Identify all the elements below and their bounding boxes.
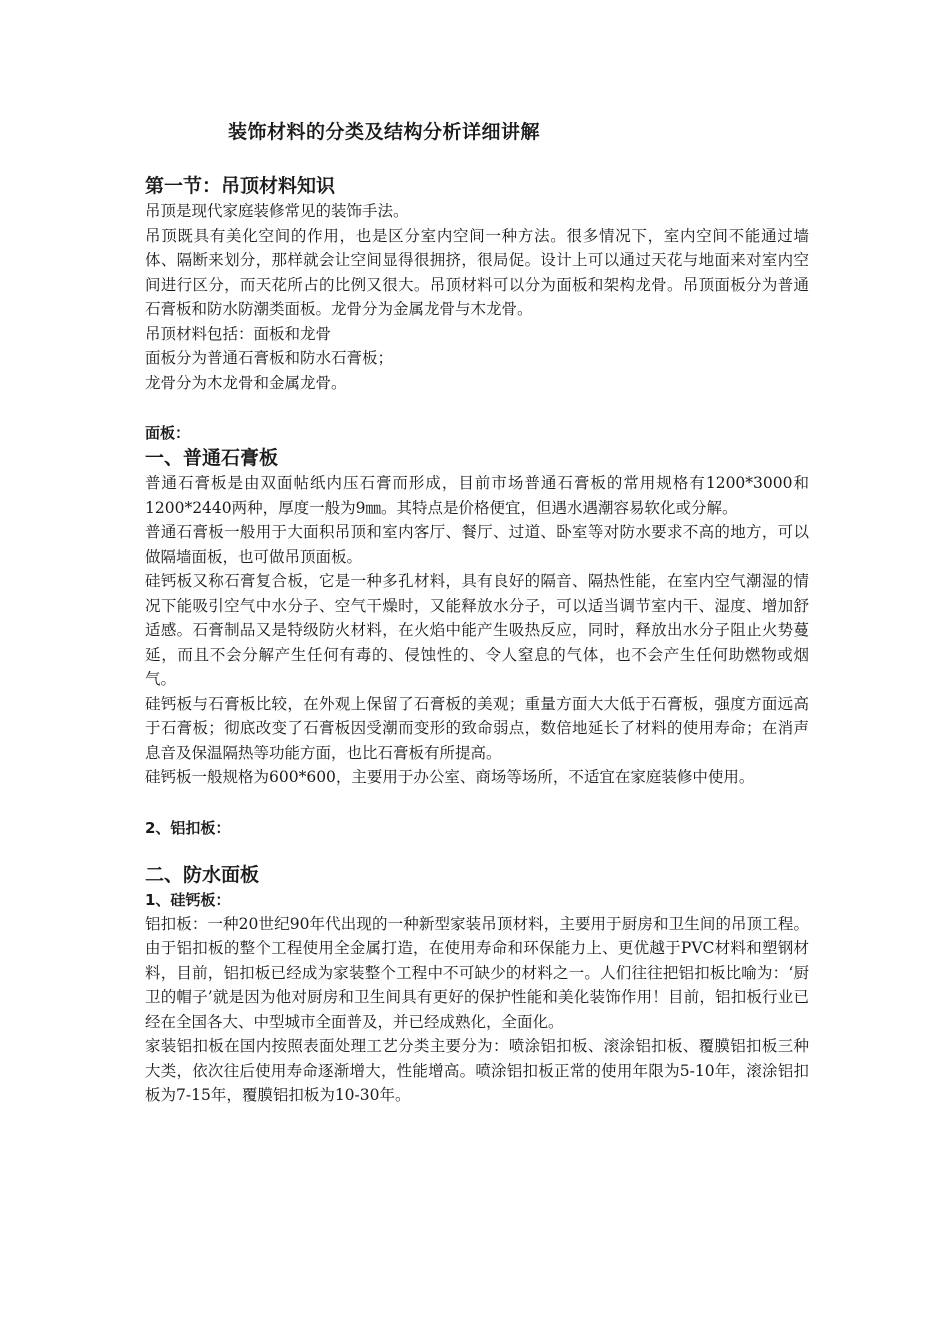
document-page [145,118,809,1108]
paragraph: 普通石膏板是由双面帖纸内压石膏而形成，目前市场普通石膏板的常用规格有1200*3000和1200*2440两种，厚度一般为9㎜。其特点是价格便宜，但遇水遇潮容易软化或分解。 [145,474,809,517]
section-heading-waterproof: 二、防水面板 [145,863,260,886]
section-heading-gypsum: 一、普通石膏板 [145,447,279,469]
section-heading-ceiling: 第一节：吊顶材料知识 [145,175,336,197]
paragraph: 吊顶是现代家庭装修常见的装饰手法。 [145,202,409,220]
paragraph: 面板分为普通石膏板和防水石膏板； [145,349,394,367]
sub-heading-calcium-silicate: 1、硅钙板： [145,890,231,909]
document-title: 装饰材料的分类及结构分析详细讲解 [228,121,541,143]
paragraph: 家装铝扣板在国内按照表面处理工艺分类主要分为：喷涂铝扣板、滚涂铝扣板、覆膜铝扣板三种大类，依次往后使用寿命逐渐增大，性能增高。喷涂铝扣板正常的使用年限为5-10年，滚涂铝扣板为7-15年，覆膜铝扣板为10-30年。 [145,1037,809,1104]
paragraph: 吊顶材料包括：面板和龙骨 [145,324,332,343]
paragraph: 硅钙板一般规格为600*600，主要用于办公室、商场等场所，不适宜在家庭装修中使用。 [145,768,755,786]
paragraph: 吊顶既具有美化空间的作用，也是区分室内空间一种方法。很多情况下，室内空间不能通过墙体、隔断来划分，那样就会让空间显得很拥挤，很局促。设计上可以通过天花与地面来对室内空间进行区分，而天花所占的比例又很大。吊顶材料可以分为面板和架构龙骨。吊顶面板分为普通石膏板和防水防潮类面板。龙骨分为金属龙骨与木龙骨。 [145,226,809,318]
aluminum-label: 2、铝扣板： [145,818,231,837]
paragraph: 硅钙板又称石膏复合板，它是一种多孔材料，具有良好的隔音、隔热性能，在室内空气潮湿的情况下能吸引空气中水分子、空气干燥时，又能释放水分子，可以适当调节室内干、湿度、增加舒适感。石膏制品又是特级防火材料，在火焰中能产生吸热反应，同时，释放出水分子阻止火势蔓延，而且不会分解产生任何有毒的、侵蚀性的、令人窒息的气体，也不会产生任何助燃物或烟气。 [145,572,809,688]
paragraph: 硅钙板与石膏板比较，在外观上保留了石膏板的美观；重量方面大大低于石膏板，强度方面远高于石膏板；彻底改变了石膏板因受潮而变形的致命弱点，数倍地延长了材料的使用寿命；在消声息音及保温隔热等功能方面，也比石膏板有所提高。 [145,694,809,762]
paragraph: 龙骨分为木龙骨和金属龙骨。 [145,373,347,392]
paragraph: 铝扣板：一种20世纪90年代出现的一种新型家装吊顶材料，主要用于厨房和卫生间的吊顶工程。由于铝扣板的整个工程使用全金属打造，在使用寿命和环保能力上、更优越于PVC材料和塑钢材料，目前，铝扣板已经成为家装整个工程中不可缺少的材料之一。人们往往把铝扣板比喻为：‘厨卫的帽子’就是因为他对厨房和卫生间具有更好的保护性能和美化装饰作用！目前，铝扣板行业已经在全国各大、中型城市全面普及，并已经成熟化，全面化。 [145,914,809,1031]
paragraph: 普通石膏板一般用于大面积吊顶和室内客厅、餐厅、过道、卧室等对防水要求不高的地方，可以做隔墙面板，也可做吊顶面板。 [145,523,809,566]
panel-label: 面板： [145,424,191,442]
